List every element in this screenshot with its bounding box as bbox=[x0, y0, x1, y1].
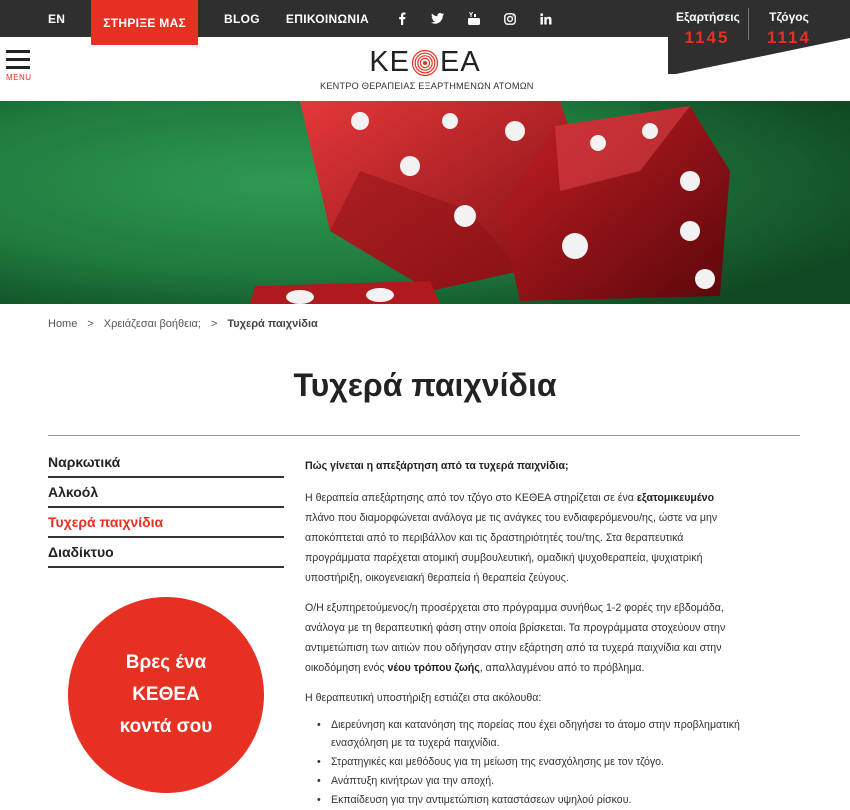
page-title: Τυχερά παιχνίδια bbox=[293, 367, 557, 403]
text-run: πλάνο που διαμορφώνεται ανάλογα με τις ανάγκες του ενδιαφερόμενου/ης, ώστε να μην αποκόπτεται από το περιβάλλον και τις δραστηριότητές του/της. Στα θεραπευτικά προγράμματα παρέχεται ατομική συμβουλευτική, ομαδική ψυχοθεραπεία, ψυχιατρική υποστήριξη, οικογενειακή θεραπεία ή θεραπεία ζεύγους. bbox=[305, 512, 718, 584]
article-body bbox=[305, 456, 745, 810]
list-item: • Στρατηγικές και μεθόδους για τη μείωση της ενασχόλησης με τον τζόγο. bbox=[317, 753, 745, 771]
sidebar-item-internet[interactable]: Διαδίκτυο bbox=[48, 538, 284, 568]
text-run: Ο/Η εξυπηρετούμενος/η προσέρχεται στο πρόγραμμα συνήθως 1-2 φορές την εβδομάδα, ανάλογα με τη θεραπευτική φάση στην οποία βρίσκεται. Τα προγράμματα στοχεύουν στην αντιμετώπιση των αιτιών που οδήγησαν στην εξάρτηση από τα τυχερά παιχνίδια και στην οικοδόμηση ενός bbox=[305, 602, 726, 674]
text-run: Η θεραπεία απεξάρτησης από τον τζόγο στο ΚΕΘΕΑ στηρίζεται σε ένα bbox=[305, 492, 637, 504]
breadcrumb-separator: > bbox=[210, 318, 218, 330]
focus-list bbox=[305, 716, 745, 809]
emphasis: νέου τρόπου ζωής bbox=[387, 662, 480, 674]
logo-subtitle: ΚΕΝΤΡΟ ΘΕΡΑΠΕΙΑΣ ΕΞΑΡΤΗΜΕΝΩΝ ΑΤΟΜΩΝ bbox=[320, 81, 534, 91]
logo-rings-icon bbox=[411, 49, 439, 77]
text-run: , απαλλαγμένου από το πρόβλημα. bbox=[479, 662, 645, 674]
cta-line-2: ΚΕΘΕΑ bbox=[132, 684, 200, 705]
sidebar-item-alcohol[interactable]: Αλκοόλ bbox=[48, 478, 284, 508]
emphasis: εξατομικευμένο bbox=[636, 492, 715, 504]
logo-text-left: ΚΕ bbox=[369, 46, 410, 78]
language-link[interactable]: EN bbox=[48, 11, 66, 26]
hotline-divider bbox=[748, 8, 749, 40]
support-us-button[interactable]: ΣΤΗΡΙΞΕ ΜΑΣ bbox=[91, 0, 198, 45]
youtube-icon[interactable] bbox=[467, 12, 481, 26]
breadcrumb-current: Τυχερά παιχνίδια bbox=[227, 318, 318, 330]
breadcrumb-separator: > bbox=[87, 318, 94, 330]
top-nav bbox=[48, 0, 575, 37]
instagram-icon[interactable] bbox=[503, 12, 517, 26]
hotline-number: 1145 bbox=[684, 28, 730, 47]
list-item: • Ανάπτυξη κινήτρων για την αποχή. bbox=[317, 772, 745, 790]
title-divider bbox=[48, 435, 800, 436]
facebook-icon[interactable] bbox=[395, 12, 409, 26]
hotline-number: 1114 bbox=[767, 28, 811, 47]
article-paragraph-3: Η θεραπευτική υποστήριξη εστιάζει στα ακόλουθα: bbox=[305, 692, 542, 704]
hamburger-icon bbox=[6, 50, 30, 53]
hamburger-bar bbox=[6, 58, 30, 61]
twitter-icon[interactable] bbox=[431, 12, 445, 26]
blog-link[interactable]: BLOG bbox=[224, 11, 260, 26]
cta-line-1: Βρες ένα bbox=[125, 652, 207, 673]
hotline-addictions[interactable] bbox=[676, 10, 738, 48]
article-question: Πώς γίνεται η απεξάρτηση από τα τυχερά παιχνίδια; bbox=[305, 460, 569, 472]
hotline-gambling[interactable] bbox=[758, 10, 820, 48]
menu-label: MENU bbox=[6, 73, 32, 82]
hero-dice-image bbox=[0, 101, 850, 304]
list-item: • Εκπαίδευση για την αντιμετώπιση καταστάσεων υψηλού ρίσκου. bbox=[317, 791, 745, 809]
article-paragraph-2 bbox=[305, 598, 745, 678]
contact-link[interactable]: ΕΠΙΚΟΙΝΩΝΙΑ bbox=[285, 11, 369, 26]
sidebar-item-drugs[interactable]: Ναρκωτικά bbox=[48, 448, 284, 478]
list-item: • Διερεύνηση και κατανόηση της πορείας που έχει οδηγήσει το άτομο στην προβληματική ενασχόληση με τα τυχερά παιχνίδια. bbox=[317, 716, 745, 752]
sidebar-item-gambling[interactable]: Τυχερά παιχνίδια bbox=[48, 508, 284, 538]
sidebar-nav bbox=[48, 448, 284, 568]
hotline-label: Εξαρτήσεις bbox=[676, 10, 740, 24]
menu-button[interactable] bbox=[6, 50, 32, 82]
breadcrumb-home-link[interactable]: Home bbox=[48, 318, 78, 330]
linkedin-icon[interactable] bbox=[539, 12, 553, 26]
article-paragraph-1 bbox=[305, 488, 745, 588]
logo-text-right: ΕΑ bbox=[440, 46, 481, 78]
breadcrumb bbox=[48, 318, 328, 330]
logo-mark bbox=[320, 46, 530, 79]
social-links bbox=[395, 12, 575, 26]
hotline-label: Τζόγος bbox=[769, 10, 809, 24]
site-logo[interactable] bbox=[320, 46, 534, 91]
find-center-button[interactable] bbox=[68, 597, 264, 793]
breadcrumb-parent-link[interactable]: Χρειάζεσαι βοήθεια; bbox=[103, 318, 201, 330]
cta-line-3: κοντά σου bbox=[119, 716, 213, 737]
hamburger-bar bbox=[6, 66, 30, 69]
